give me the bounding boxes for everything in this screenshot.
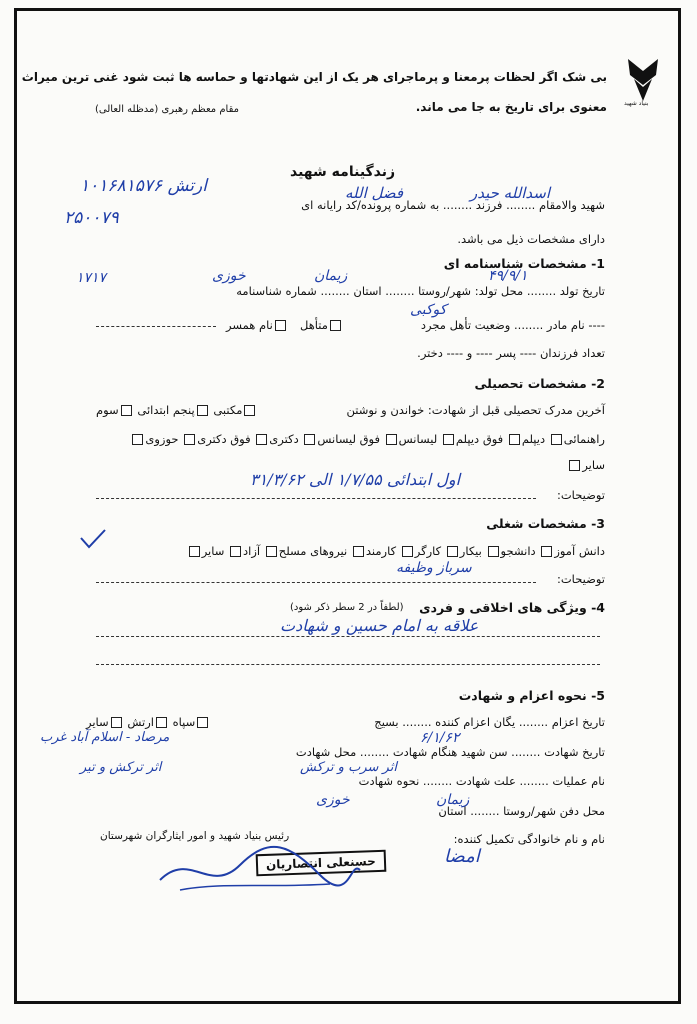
hw-birth-place: زیمان — [314, 268, 348, 284]
edu-checkbox[interactable] — [244, 405, 255, 416]
hw-father-name: فضل الله — [345, 184, 404, 202]
logo-caption: بنیاد شهید — [624, 100, 649, 107]
dispatch-checkbox[interactable] — [197, 717, 208, 728]
job-options: دانش آموز دانشجو بیکار کارگر کارمند نیروهای مسلح آزاد سایر — [187, 544, 605, 558]
traits-line-1 — [96, 636, 600, 637]
traits-line-2 — [96, 664, 600, 665]
job-checkbox[interactable] — [230, 546, 241, 557]
job-checkbox[interactable] — [541, 546, 552, 557]
section-1-title: 1- مشخصات شناسنامه ای — [443, 256, 605, 271]
married-checkbox[interactable] — [330, 320, 341, 331]
dispatch-line: تاریخ اعزام ........ یگان اعزام کننده ........ بسیج — [374, 715, 605, 729]
official-stamp: حسنعلی انتصاریان — [256, 850, 386, 877]
spouse-checkbox[interactable] — [275, 320, 286, 331]
dispatch-checkbox[interactable] — [156, 717, 167, 728]
checkmark-icon — [78, 528, 108, 550]
birth-line: تاریخ تولد ........ محل تولد: شهر/روستا ........ استان ........ شماره شناسنامه — [236, 284, 605, 298]
completer-label: نام و نام خانوادگی تکمیل کننده: — [453, 832, 605, 846]
hw-mother-name: کوکبی — [410, 302, 447, 318]
education-options-2: راهنمائی دیپلم فوق دیپلم لیسانس فوق لیسانس دکتری فوق دکتری حوزوی — [130, 432, 605, 446]
dispatch-options: سپاه ارتش سایر — [86, 715, 210, 729]
hw-province: خوزی — [212, 268, 246, 284]
education-other: سایر — [567, 458, 605, 472]
dispatch-checkbox[interactable] — [111, 717, 122, 728]
hw-martyrdom-date: ۶/۱/۶۲ — [420, 730, 460, 746]
job-checkbox[interactable] — [353, 546, 364, 557]
hw-job-notes: سرباز وظیفه — [396, 560, 472, 576]
job-checkbox[interactable] — [447, 546, 458, 557]
section-4-title: 4- ویژگی های اخلاقی و فردی — [419, 600, 605, 615]
spouse-dashed-line — [96, 326, 216, 327]
edu-checkbox[interactable] — [184, 434, 195, 445]
job-checkbox[interactable] — [189, 546, 200, 557]
edu-checkbox[interactable] — [132, 434, 143, 445]
job-checkbox[interactable] — [488, 546, 499, 557]
edu-other-checkbox[interactable] — [569, 460, 580, 471]
edu-checkbox[interactable] — [551, 434, 562, 445]
job-notes-label: توضیحات: — [556, 572, 605, 586]
office-label: رئیس بنیاد شهید و امور ایثارگران شهرستان — [100, 830, 290, 842]
education-notes-label: توضیحات: — [556, 488, 605, 502]
quote-attribution: مقام معظم رهبری (مدظله العالی) — [95, 104, 239, 115]
hw-martyr-name: اسدالله حیدر — [470, 184, 551, 202]
edu-checkbox[interactable] — [509, 434, 520, 445]
education-options-1: مکتبی پنجم ابتدائی سوم — [96, 403, 257, 417]
intro-line-2: دارای مشخصات ذیل می باشد. — [457, 232, 605, 246]
form-title: زندگینامه شهید — [290, 164, 396, 180]
edu-checkbox[interactable] — [386, 434, 397, 445]
edu-checkbox[interactable] — [121, 405, 132, 416]
edu-checkbox[interactable] — [304, 434, 315, 445]
hw-file-number: ۱۰۱۶۸۱۵۷۶ ارتش — [80, 176, 207, 196]
hw-burial-province: خوزی — [316, 792, 350, 808]
section-4-hint: (لطفاً در 2 سطر ذکر شود) — [290, 602, 404, 613]
spouse-option: نام همسر — [226, 318, 288, 332]
operation-line: نام عملیات ........ علت شهادت ........ نحوه شهادت — [358, 774, 605, 788]
married-option: متأهل — [300, 318, 343, 332]
martyrdom-date-line: تاریخ شهادت ........ سن شهید هنگام شهادت ........ محل شهادت — [295, 745, 605, 759]
section-5-title: 5- نحوه اعزام و شهادت — [458, 688, 605, 703]
hw-how: اثر ترکش و تیر — [80, 760, 162, 775]
edu-checkbox[interactable] — [256, 434, 267, 445]
hw-id-number: ۱۷۱۷ — [76, 270, 107, 286]
education-notes-line — [96, 498, 536, 499]
section-2-title: 2- مشخصات تحصیلی — [474, 376, 605, 391]
edu-checkbox[interactable] — [443, 434, 454, 445]
hw-computer-code: ۲۵۰۰۷۹ — [64, 208, 119, 228]
official-signature — [150, 840, 370, 900]
quote-line-1: بی شک اگر لحظات پرمعنا و پرماجرای هر یک از این شهادتها و حماسه ها ثبت شود غنی ترین میراث — [21, 70, 607, 84]
hw-burial-city: زیمان — [436, 792, 470, 808]
burial-line: محل دفن شهر/روستا ........ استان — [438, 804, 605, 818]
intro-line: شهید والامقام ........ فرزند ........ به شماره پرونده/کد رایانه ای — [301, 198, 605, 212]
hw-martyrdom-place: مرصاد - اسلام آباد غرب — [40, 730, 170, 745]
job-notes-line — [96, 582, 536, 583]
job-checkbox[interactable] — [266, 546, 277, 557]
job-checkbox[interactable] — [402, 546, 413, 557]
section-3-title: 3- مشخصات شغلی — [486, 516, 605, 531]
quote-line-2: معنوی برای تاریخ به جا می ماند. — [415, 100, 607, 114]
hw-cause: اثر سرب و ترکش — [300, 760, 397, 775]
hw-traits: علاقه به امام حسین و شهادت — [280, 616, 479, 635]
mother-line: ---- نام مادر ........ وضعیت تأهل مجرد — [420, 318, 605, 332]
children-line: تعداد فرزندان ---- پسر ---- و ---- دختر. — [417, 346, 605, 360]
hw-signature: امضا — [444, 846, 480, 867]
hw-birth-date: ۴۹/۹/۱ — [488, 268, 528, 284]
edu-checkbox[interactable] — [197, 405, 208, 416]
education-line: آخرین مدرک تحصیلی قبل از شهادت: خواندن و نوشتن — [346, 403, 605, 417]
hw-education-notes: اول ابتدائی ۱/۷/۵۵ الی ۳۱/۳/۶۲ — [250, 470, 461, 489]
